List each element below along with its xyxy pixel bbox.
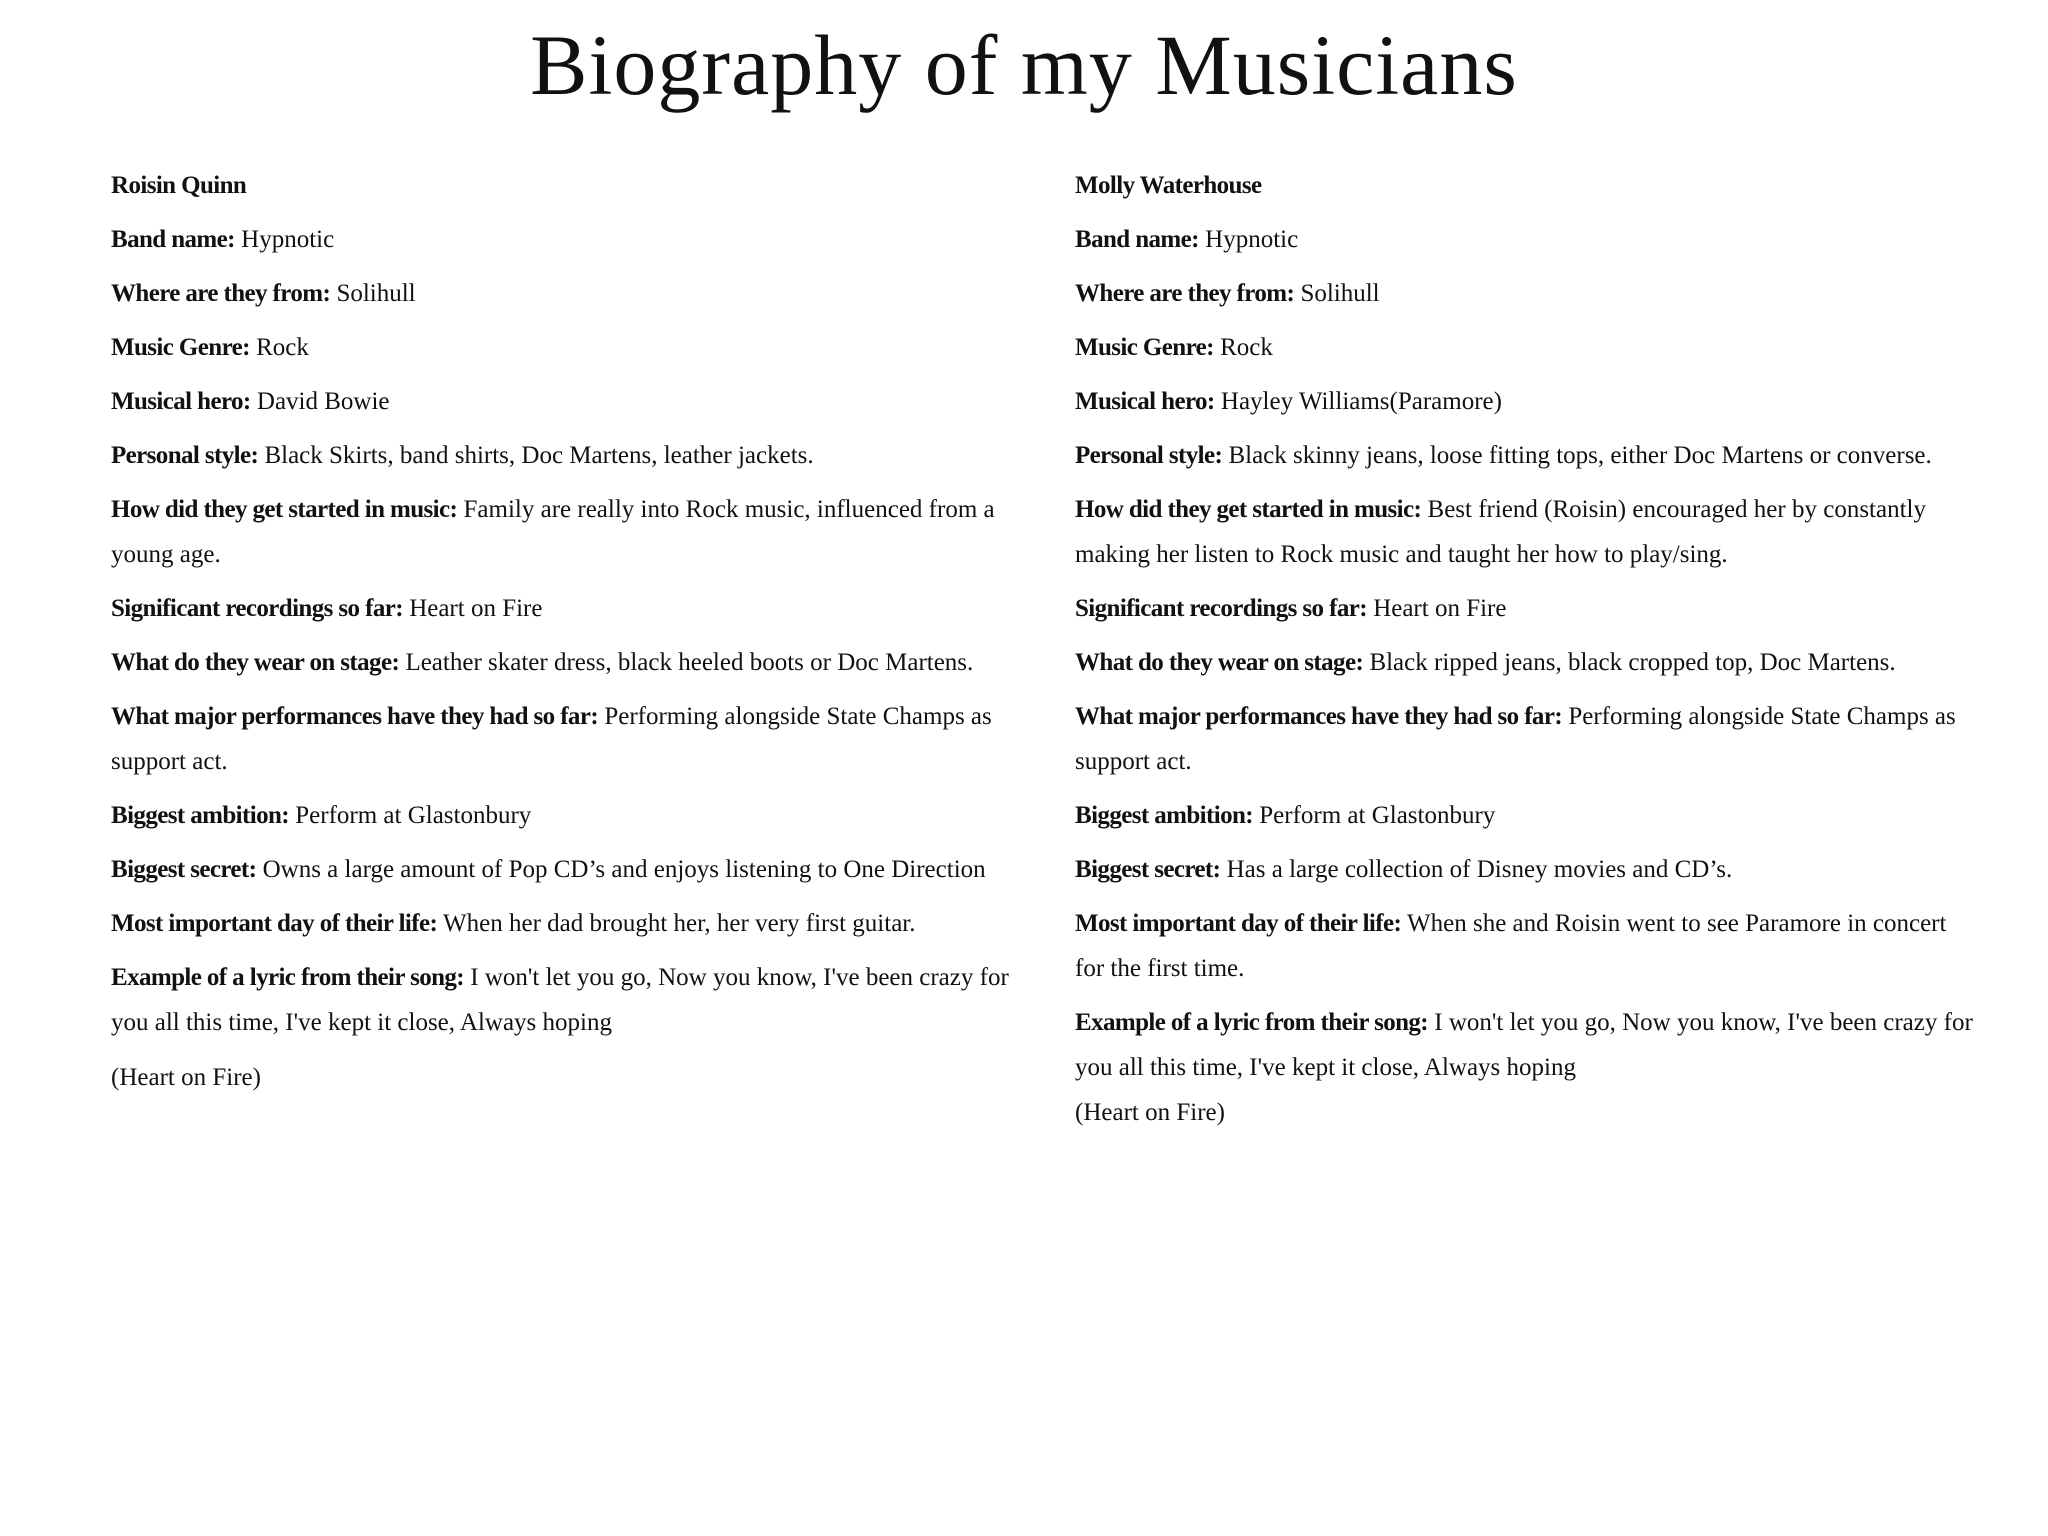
field-label: Most important day of their life: xyxy=(111,910,438,937)
field-value: Black skinny jeans, loose fitting tops, either Doc Martens or converse. xyxy=(1228,442,1932,469)
field-value: Best friend (Roisin) encouraged her by constantly making her listen to Rock music and taught her how to play/sing. xyxy=(1075,496,1926,568)
field-secret xyxy=(111,847,1011,892)
field-musical-hero xyxy=(111,379,1011,424)
field-value: Hypnotic xyxy=(1205,226,1299,253)
field-stage-wear xyxy=(1075,640,1975,685)
field-how-started xyxy=(1075,487,1975,577)
field-label: Example of a lyric from their song: xyxy=(1075,1009,1429,1036)
field-label: Music Genre: xyxy=(111,334,250,361)
field-value: Solihull xyxy=(1300,280,1380,307)
song-reference: (Heart on Fire) xyxy=(1075,1099,1225,1126)
field-recordings xyxy=(111,586,1011,631)
field-label: Example of a lyric from their song: xyxy=(111,964,465,991)
field-band-name xyxy=(111,217,1011,262)
field-secret xyxy=(1075,847,1975,892)
field-label: What do they wear on stage: xyxy=(1075,649,1364,676)
field-origin xyxy=(1075,271,1975,316)
field-label: Significant recordings so far: xyxy=(111,595,403,622)
field-value: Leather skater dress, black heeled boots or Doc Martens. xyxy=(405,649,974,676)
field-label: Musical hero: xyxy=(111,388,251,415)
field-value: Rock xyxy=(1220,334,1273,361)
field-value: Perform at Glastonbury xyxy=(1259,802,1496,829)
field-label: Band name: xyxy=(1075,226,1199,253)
field-important-day xyxy=(1075,901,1975,991)
field-value: Hayley Williams(Paramore) xyxy=(1220,388,1502,415)
musician-column-left xyxy=(111,163,1011,1100)
field-value: Performing alongside State Champs as support act. xyxy=(111,703,992,775)
field-label: Biggest secret: xyxy=(111,856,257,883)
field-label: Where are they from: xyxy=(1075,280,1295,307)
field-genre xyxy=(1075,325,1975,370)
field-label: How did they get started in music: xyxy=(1075,496,1422,523)
field-recordings xyxy=(1075,586,1975,631)
musician-column-right xyxy=(1075,163,1975,1135)
field-value: Performing alongside State Champs as support act. xyxy=(1075,703,1956,775)
field-label: Most important day of their life: xyxy=(1075,910,1402,937)
field-value: Heart on Fire xyxy=(409,595,543,622)
field-value: Has a large collection of Disney movies and CD’s. xyxy=(1226,856,1733,883)
field-value: Solihull xyxy=(336,280,416,307)
field-label: What major performances have they had so far: xyxy=(111,703,599,730)
field-lyric xyxy=(1075,1000,1975,1090)
field-musical-hero xyxy=(1075,379,1975,424)
musician-name: Roisin Quinn xyxy=(111,172,247,199)
field-value: I won't let you go, Now you know, I've been crazy for you all this time, I've kept it close, Always hoping xyxy=(111,964,1009,1036)
field-label: Personal style: xyxy=(1075,442,1223,469)
song-reference: (Heart on Fire) xyxy=(111,1064,261,1091)
field-label: Band name: xyxy=(111,226,235,253)
field-value: David Bowie xyxy=(256,388,390,415)
field-value: Perform at Glastonbury xyxy=(295,802,532,829)
field-value: I won't let you go, Now you know, I've been crazy for you all this time, I've kept it close, Always hoping xyxy=(1075,1009,1973,1081)
musician-name: Molly Waterhouse xyxy=(1075,172,1262,199)
field-label: Musical hero: xyxy=(1075,388,1215,415)
field-stage-wear xyxy=(111,640,1011,685)
page-title: Biography of my Musicians xyxy=(530,17,1518,113)
field-label: What do they wear on stage: xyxy=(111,649,400,676)
field-band-name xyxy=(1075,217,1975,262)
field-personal-style xyxy=(111,433,1011,478)
field-performances xyxy=(1075,694,1975,784)
field-label: What major performances have they had so far: xyxy=(1075,703,1563,730)
field-value: When her dad brought her, her very first guitar. xyxy=(443,910,916,937)
field-ambition xyxy=(111,793,1011,838)
field-ambition xyxy=(1075,793,1975,838)
field-performances xyxy=(111,694,1011,784)
field-label: Biggest secret: xyxy=(1075,856,1221,883)
field-value: Owns a large amount of Pop CD’s and enjoys listening to One Direction xyxy=(262,856,986,883)
field-label: Personal style: xyxy=(111,442,259,469)
field-origin xyxy=(111,271,1011,316)
field-value: Black Skirts, band shirts, Doc Martens, leather jackets. xyxy=(264,442,814,469)
field-personal-style xyxy=(1075,433,1975,478)
field-value: Heart on Fire xyxy=(1373,595,1507,622)
field-label: Biggest ambition: xyxy=(111,802,289,829)
field-value: When she and Roisin went to see Paramore in concert for the first time. xyxy=(1075,910,1947,982)
field-lyric xyxy=(111,955,1011,1045)
field-label: Biggest ambition: xyxy=(1075,802,1253,829)
field-value: Black ripped jeans, black cropped top, Doc Martens. xyxy=(1369,649,1896,676)
field-label: How did they get started in music: xyxy=(111,496,458,523)
field-value: Family are really into Rock music, influenced from a young age. xyxy=(111,496,995,568)
field-label: Music Genre: xyxy=(1075,334,1214,361)
field-label: Significant recordings so far: xyxy=(1075,595,1367,622)
field-genre xyxy=(111,325,1011,370)
field-important-day xyxy=(111,901,1011,946)
field-value: Hypnotic xyxy=(241,226,335,253)
field-value: Rock xyxy=(256,334,309,361)
field-label: Where are they from: xyxy=(111,280,331,307)
field-how-started xyxy=(111,487,1011,577)
